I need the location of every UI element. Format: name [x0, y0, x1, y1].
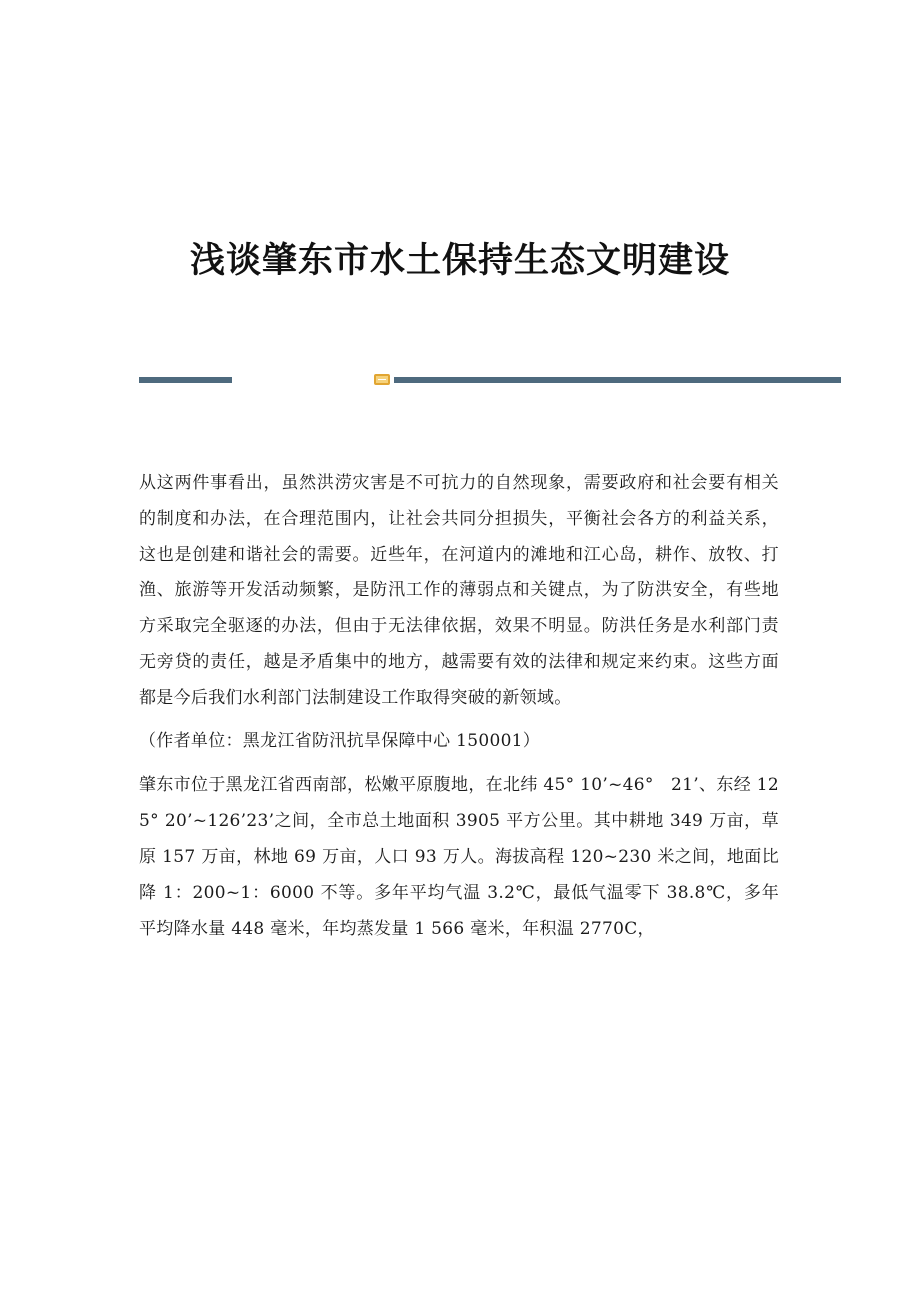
- body-paragraph: 肇东市位于黑龙江省西南部，松嫩平原腹地，在北纬 45° 10’~46° 21’、东经 125° 20’~126’23’之间，全市总土地面积 3905 平方公里。其中耕地 349 万亩，草原 157 万亩，林地 69 万亩，人口 93 万人。海拔高程 120~230 米之间，地面比降 1：200~1：6000 不等。多年平均气温 3.2℃，最低气温零下 38.8℃，多年平均降水量 448 毫米，年均蒸发量 1 566 毫米，年积温 2770C，: [139, 775, 779, 939]
- divider-bar-left: [139, 377, 232, 383]
- article-body: [139, 466, 779, 947]
- page-title: 浅谈肇东市水土保持生态文明建设: [189, 240, 730, 282]
- body-paragraph: 从这两件事看出，虽然洪涝灾害是不可抗力的自然现象，需要政府和社会要有相关的制度和办法，在合理范围内，让社会共同分担损失，平衡社会各方的利益关系，这也是创建和谐社会的需要。近些年，在河道内的滩地和江心岛，耕作、放牧、打渔、旅游等开发活动频繁，是防汛工作的薄弱点和关键点，为了防洪安全，有些地方采取完全驱逐的办法，但由于无法律依据，效果不明显。防洪任务是水利部门责无旁贷的责任，越是矛盾集中的地方，越需要有效的法律和规定来约束。这些方面都是今后我们水利部门法制建设工作取得突破的新领域。: [139, 473, 779, 708]
- divider-ornament-icon: [374, 374, 390, 385]
- divider-bar-right: [394, 377, 841, 383]
- title-divider: [139, 373, 841, 387]
- author-affiliation: （作者单位：黑龙江省防汛抗旱保障中心 150001）: [139, 730, 541, 751]
